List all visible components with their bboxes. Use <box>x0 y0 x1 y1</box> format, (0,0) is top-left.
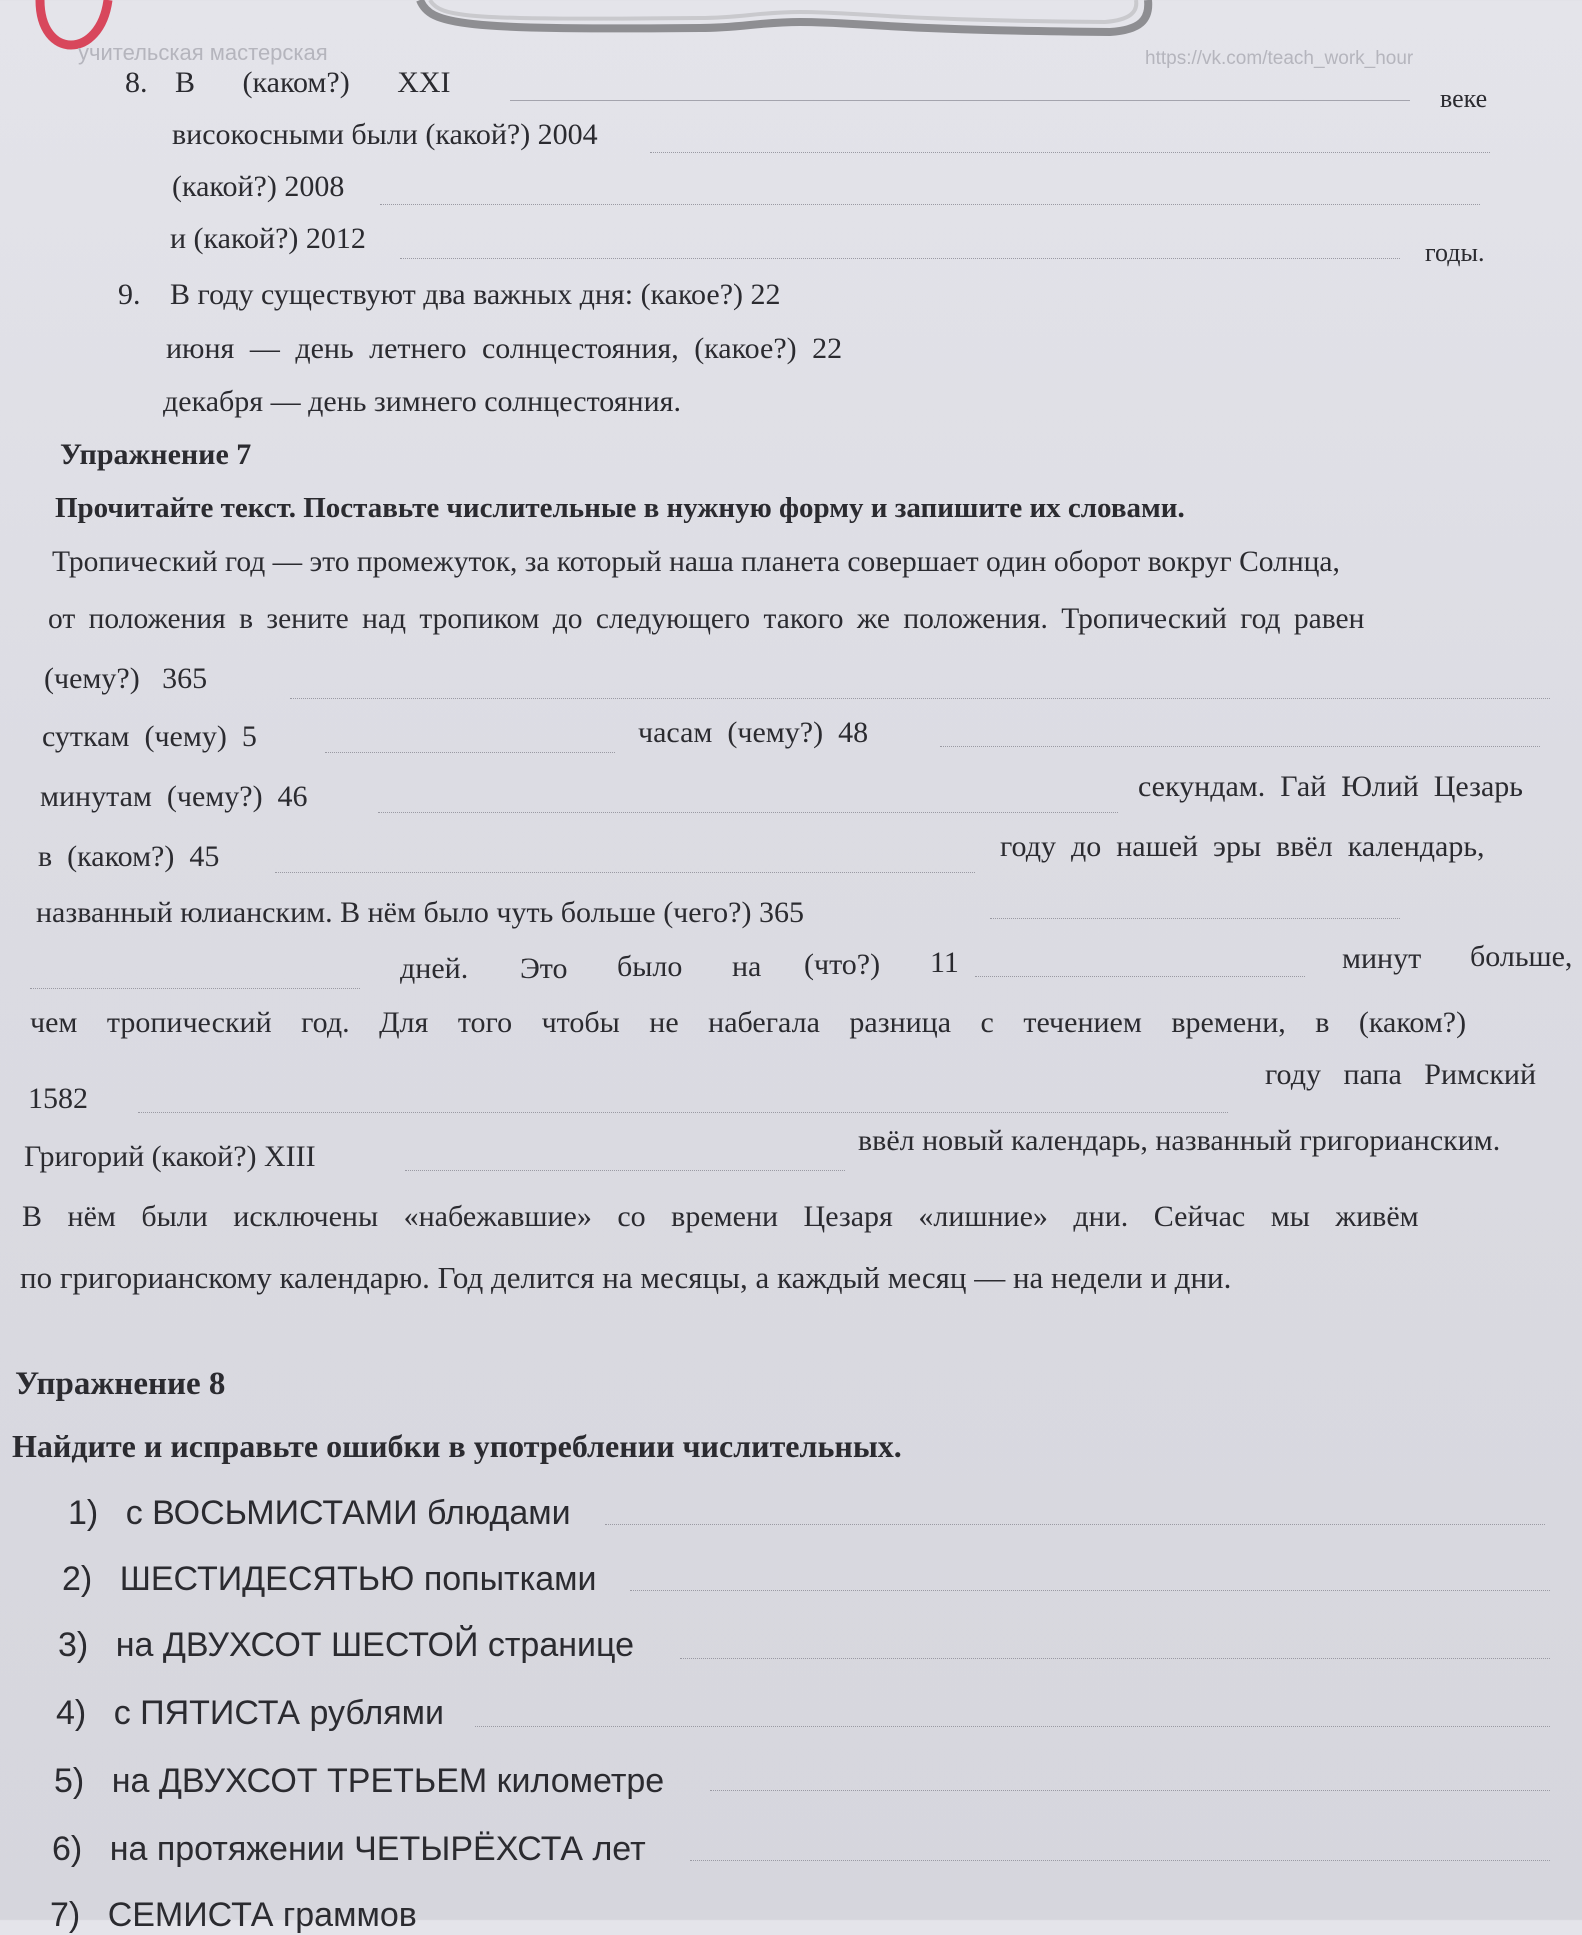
header-right-url: https://vk.com/teach_work_hour <box>1145 48 1414 69</box>
ex7-paragraph-line4a: суткам (чему) 5 <box>42 720 257 753</box>
task8-answer-line-3[interactable] <box>380 204 1480 205</box>
ex7-word-what: (что?) <box>804 948 881 981</box>
ex8-item-5-text: на ДВУХСОТ ТРЕТЬЕМ километре <box>111 1762 665 1800</box>
ex7-word-on: на <box>732 950 762 983</box>
ex7-answer-45-year[interactable] <box>275 872 975 873</box>
task9-number: 9. <box>118 278 141 311</box>
ex7-number-1582: 1582 <box>28 1082 88 1115</box>
ex8-item-1 <box>68 1494 571 1533</box>
exercise7-title: Упражнение 7 <box>60 438 252 471</box>
ex8-item-7-number: 7) <box>50 1896 81 1934</box>
ex7-answer-5-hours[interactable] <box>325 752 615 753</box>
task8-prefix: В <box>175 66 196 99</box>
ex7-paragraph-line11b: ввёл новый календарь, названный григорианским. <box>858 1124 1501 1157</box>
ex8-item-2-text: ШЕСТИДЕСЯТЬЮ попытками <box>119 1560 597 1598</box>
ex8-item-4-text: с ПЯТИСТА рублями <box>113 1694 444 1732</box>
task9-text1: В году существуют два важных дня: (какое?) 22 <box>170 278 781 311</box>
ex8-item-2 <box>62 1560 596 1599</box>
ex7-paragraph-line11a: Григорий (какой?) XIII <box>24 1140 316 1173</box>
ex8-answer-line-6[interactable] <box>690 1860 1550 1861</box>
task8-question: (каком?) <box>242 66 350 99</box>
ex7-answer-48-minutes[interactable] <box>940 746 1540 747</box>
ex7-paragraph-line5b: секундам. Гай Юлий Цезарь <box>1138 770 1523 803</box>
ex8-answer-line-1[interactable] <box>605 1524 1545 1525</box>
ex8-item-4-number: 4) <box>56 1694 87 1732</box>
ex7-word-minutes: минут <box>1342 942 1422 975</box>
ex8-item-3 <box>58 1626 634 1665</box>
ex8-item-7 <box>50 1896 417 1935</box>
ex7-paragraph-line1: Тропический год — это промежуток, за который наша планета совершает один оборот вокруг Солнца, <box>52 546 1340 578</box>
ex8-item-3-text: на ДВУХСОТ ШЕСТОЙ странице <box>115 1626 635 1664</box>
ex7-answer-365-days-cont[interactable] <box>30 988 360 989</box>
ex7-paragraph-line5a: минутам (чему?) 46 <box>40 780 308 813</box>
task8-end4: годы. <box>1425 238 1485 267</box>
ex8-item-5-number: 5) <box>54 1762 85 1800</box>
ex7-word-more: больше, <box>1470 940 1573 973</box>
ex7-word-was: было <box>617 950 683 983</box>
ex8-item-7-text: СЕМИСТА граммов <box>107 1896 417 1934</box>
ex7-paragraph-line3: (чему?) 365 <box>44 662 208 695</box>
exercise8-title: Упражнение 8 <box>15 1366 226 1402</box>
task8-line1 <box>125 66 451 100</box>
ex7-paragraph-line13: по григорианскому календарю. Год делится на месяцы, а каждый месяц — на недели и дни. <box>20 1260 1232 1295</box>
ex8-answer-line-3[interactable] <box>680 1658 1550 1659</box>
task8-century: XXI <box>397 66 451 99</box>
ex7-paragraph-line2: от положения в зените над тропиком до следующего такого же положения. Тропический год равен <box>48 603 1365 635</box>
task9-line1 <box>118 278 781 312</box>
ex7-answer-365-days[interactable] <box>290 698 1550 699</box>
ex8-item-6-number: 6) <box>52 1830 83 1868</box>
ex7-paragraph-line4b: часам (чему?) 48 <box>638 716 869 749</box>
ex8-item-3-number: 3) <box>58 1626 89 1664</box>
ex7-paragraph-line10b: году папа Римский <box>1265 1058 1537 1091</box>
ex8-item-5 <box>54 1762 664 1801</box>
task8-end1: веке <box>1440 84 1488 113</box>
exercise8-instruction: Найдите и исправьте ошибки в употреблении числительных. <box>12 1428 902 1464</box>
ex7-word-this: Это <box>520 952 568 985</box>
task8-line4: и (какой?) 2012 <box>170 222 366 255</box>
ex8-item-6-text: на протяжении ЧЕТЫРЁХСТА лет <box>109 1830 646 1868</box>
ex8-item-6 <box>52 1830 646 1869</box>
ex8-answer-line-2[interactable] <box>630 1590 1550 1591</box>
task8-answer-line-1[interactable] <box>510 100 1410 101</box>
ex8-answer-line-5[interactable] <box>710 1790 1550 1791</box>
ex7-answer-xiii[interactable] <box>405 1170 845 1171</box>
ex8-answer-line-4[interactable] <box>475 1726 1550 1727</box>
task9-line3: декабря — день зимнего солнцестояния. <box>163 385 681 418</box>
ex7-paragraph-line7: названный юлианским. В нём было чуть больше (чего?) 365 <box>36 896 804 929</box>
task8-line2: високосными были (какой?) 2004 <box>172 118 598 151</box>
ex8-item-4 <box>56 1694 444 1733</box>
ex7-answer-1582-year[interactable] <box>138 1112 1228 1113</box>
task8-line3: (какой?) 2008 <box>172 170 345 203</box>
ex7-answer-11-minutes[interactable] <box>975 976 1305 977</box>
ex8-item-1-number: 1) <box>68 1494 99 1532</box>
ex8-item-1-text: с ВОСЬМИСТАМИ блюдами <box>125 1494 571 1532</box>
ex7-word-days: дней. <box>400 952 469 985</box>
exercise7-instruction: Прочитайте текст. Поставьте числительные в нужную форму и запишите их словами. <box>55 492 1185 524</box>
ex7-paragraph-line6b: году до нашей эры ввёл календарь, <box>1000 830 1485 863</box>
ex7-paragraph-line9: чем тропический год. Для того чтобы не набегала разница с течением времени, в (каком?) <box>30 1006 1467 1039</box>
ex7-answer-365-days-julian[interactable] <box>990 918 1400 919</box>
header-left-watermark: учительская мастерская <box>78 40 328 65</box>
ex7-answer-46-seconds[interactable] <box>378 812 1118 813</box>
task8-answer-line-2[interactable] <box>650 152 1490 153</box>
ex7-number-11: 11 <box>930 946 959 979</box>
task8-number: 8. <box>125 66 148 99</box>
ex8-item-2-number: 2) <box>62 1560 93 1598</box>
ex7-paragraph-line6a: в (каком?) 45 <box>38 840 220 873</box>
ex7-paragraph-line12: В нём были исключены «набежавшие» со времени Цезаря «лишние» дни. Сейчас мы живём <box>22 1200 1419 1233</box>
task8-answer-line-4[interactable] <box>400 258 1400 259</box>
task9-line2: июня — день летнего солнцестояния, (какое?) 22 <box>166 332 843 365</box>
